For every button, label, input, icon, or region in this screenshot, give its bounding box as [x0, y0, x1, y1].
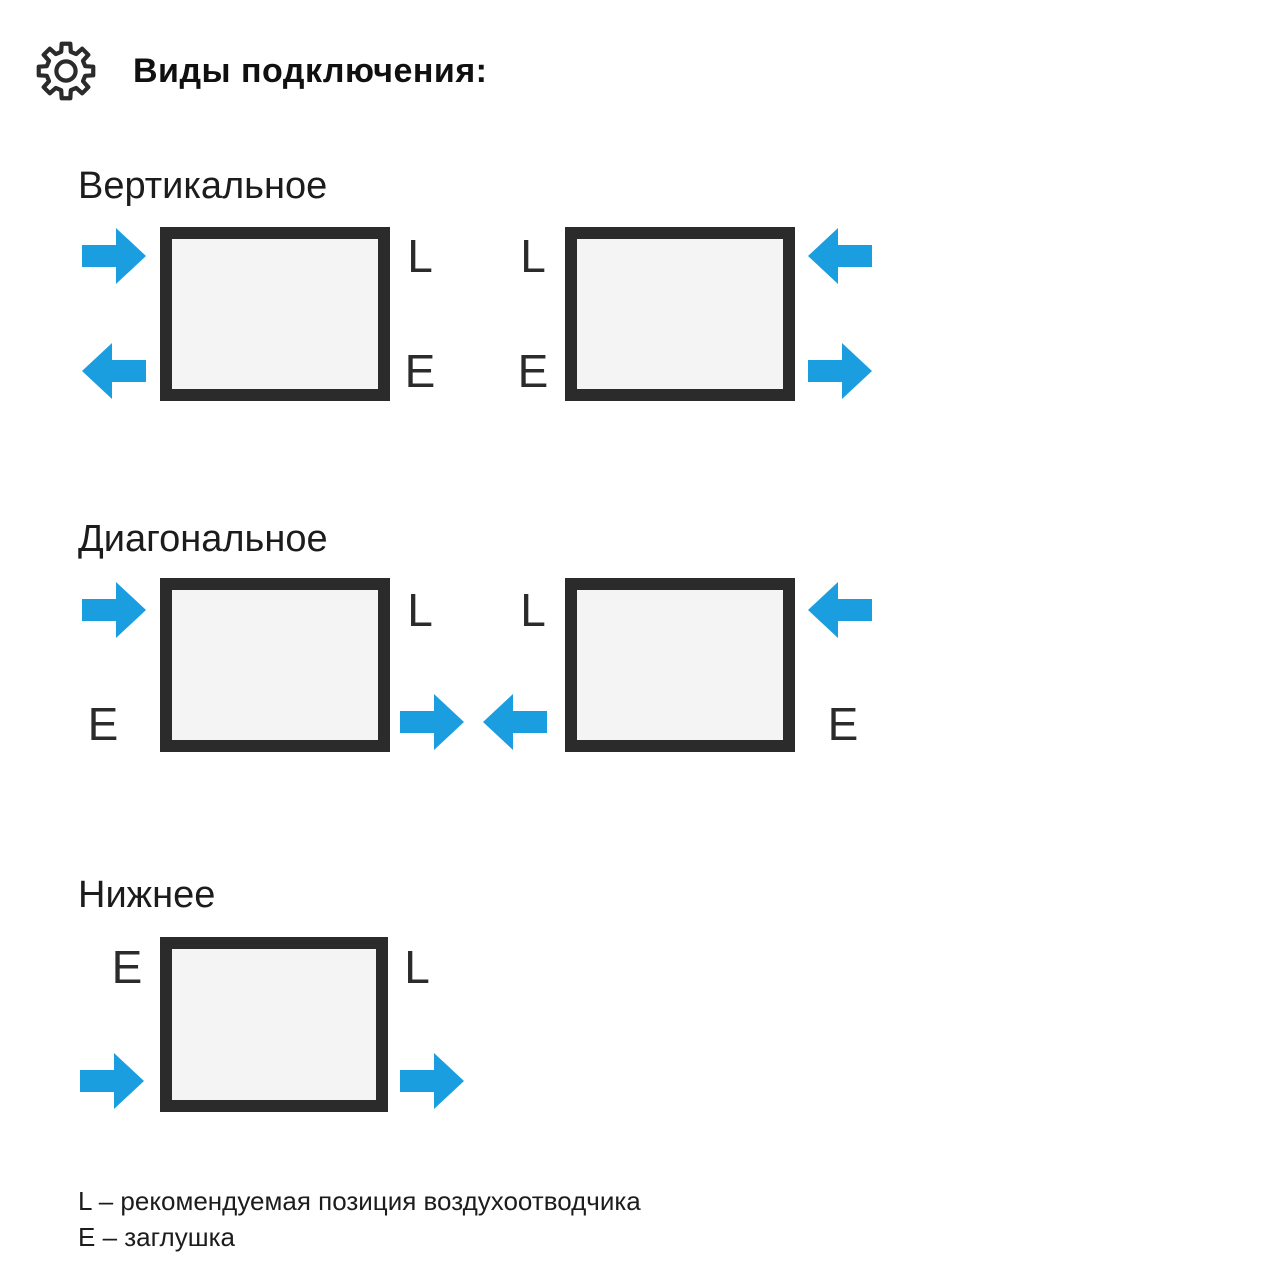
port-label-l: L — [520, 584, 546, 636]
flow-in-arrow-icon — [82, 228, 146, 284]
flow-out-arrow-icon — [808, 343, 872, 399]
gear-icon — [36, 41, 96, 101]
flow-out-arrow-icon — [400, 694, 464, 750]
radiator-vertical-right — [565, 227, 795, 401]
radiator-diagonal-right — [565, 578, 795, 752]
flow-out-arrow-icon — [483, 694, 547, 750]
section-title-bottom: Нижнее — [78, 874, 216, 916]
flow-in-arrow-icon — [808, 228, 872, 284]
flow-out-arrow-icon — [82, 343, 146, 399]
port-label-e: E — [87, 698, 119, 750]
legend-line-l: L – рекомендуемая позиция воздухоотводчика — [78, 1186, 641, 1216]
flow-in-arrow-icon — [808, 582, 872, 638]
port-label-l: L — [407, 584, 433, 636]
port-label-l: L — [520, 230, 546, 282]
port-label-l: L — [404, 941, 430, 993]
port-label-e: E — [111, 941, 143, 993]
radiator-bottom — [160, 937, 388, 1112]
flow-out-arrow-icon — [400, 1053, 464, 1109]
section-title-vertical: Вертикальное — [78, 165, 328, 207]
legend-line-e: E – заглушка — [78, 1222, 235, 1252]
page-title: Виды подключения: — [133, 52, 488, 90]
flow-in-arrow-icon — [82, 582, 146, 638]
port-label-e: E — [827, 698, 859, 750]
section-title-diagonal: Диагональное — [78, 518, 328, 560]
port-label-e: E — [517, 345, 549, 397]
port-label-l: L — [407, 230, 433, 282]
radiator-diagonal-left — [160, 578, 390, 752]
flow-in-arrow-icon — [80, 1053, 144, 1109]
radiator-vertical-left — [160, 227, 390, 401]
port-label-e: E — [404, 345, 436, 397]
